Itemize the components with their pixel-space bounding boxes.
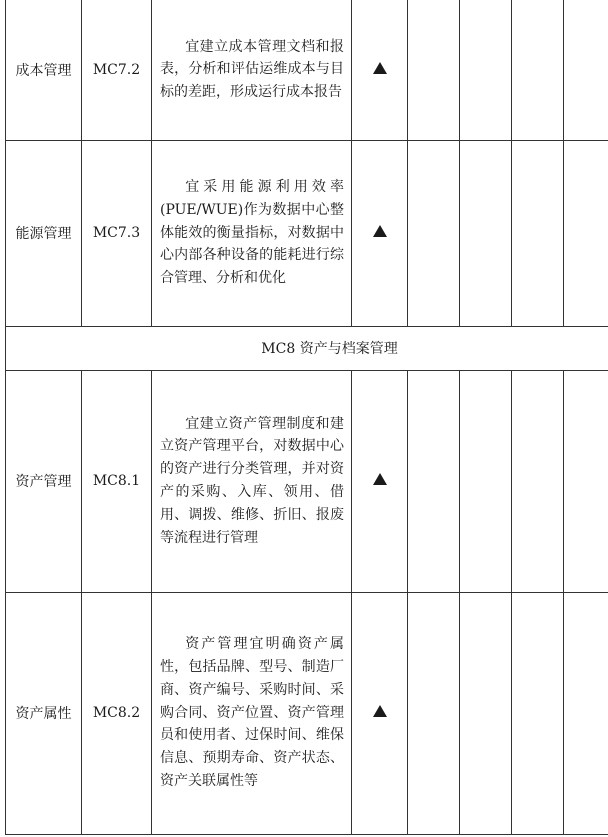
description-text: 宜采用能源利用效率(PUE/WUE)作为数据中心整体能效的衡量指标，对数据中心内部各种设备的能耗进行综合管理、分析和优化 [160, 179, 344, 287]
empty-cell [512, 370, 564, 592]
empty-cell [460, 0, 512, 140]
section-title: MC8 资产与档案管理 [6, 326, 608, 370]
standards-table [5, 0, 608, 835]
code-cell: MC8.2 [82, 592, 152, 834]
code-cell: MC7.3 [82, 140, 152, 326]
empty-cell [512, 140, 564, 326]
table-row [6, 370, 608, 592]
triangle-mark-icon [373, 62, 387, 74]
mark-cell [352, 592, 408, 834]
description-text: 宜建立成本管理文档和报表，分析和评估运维成本与目标的差距，形成运行成本报告 [160, 38, 344, 101]
empty-cell [408, 370, 460, 592]
empty-cell [408, 140, 460, 326]
description-cell [152, 370, 352, 592]
empty-cell [564, 140, 608, 326]
empty-cell [512, 592, 564, 834]
section-row [6, 326, 608, 370]
empty-cell [460, 592, 512, 834]
empty-cell [564, 0, 608, 140]
empty-cell [460, 140, 512, 326]
mark-cell [352, 140, 408, 326]
triangle-mark-icon [373, 705, 387, 717]
code-cell: MC7.2 [82, 0, 152, 140]
category-cell: 成本管理 [6, 0, 82, 140]
category-cell: 能源管理 [6, 140, 82, 326]
table-row [6, 592, 608, 834]
description-text: 宜建立资产管理制度和建立资产管理平台，对数据中心的资产进行分类管理，并对资产的采购、入库、领用、借用、调拨、维修、折旧、报废等流程进行管理 [160, 415, 344, 546]
empty-cell [564, 592, 608, 834]
empty-cell [512, 0, 564, 140]
category-cell: 资产管理 [6, 370, 82, 592]
triangle-mark-icon [373, 473, 387, 485]
mark-cell [352, 0, 408, 140]
empty-cell [460, 370, 512, 592]
table-row [6, 140, 608, 326]
empty-cell [564, 370, 608, 592]
triangle-mark-icon [373, 225, 387, 237]
mark-cell [352, 370, 408, 592]
category-cell: 资产属性 [6, 592, 82, 834]
table-row [6, 0, 608, 140]
empty-cell [408, 592, 460, 834]
description-cell [152, 0, 352, 140]
code-cell: MC8.1 [82, 370, 152, 592]
description-text: 资产管理宜明确资产属性，包括品牌、型号、制造厂商、资产编号、采购时间、采购合同、资产位置、资产管理员和使用者、过保时间、维保信息、预期寿命、资产状态、资产关联属性等 [160, 636, 344, 789]
description-cell [152, 592, 352, 834]
empty-cell [408, 0, 460, 140]
description-cell [152, 140, 352, 326]
